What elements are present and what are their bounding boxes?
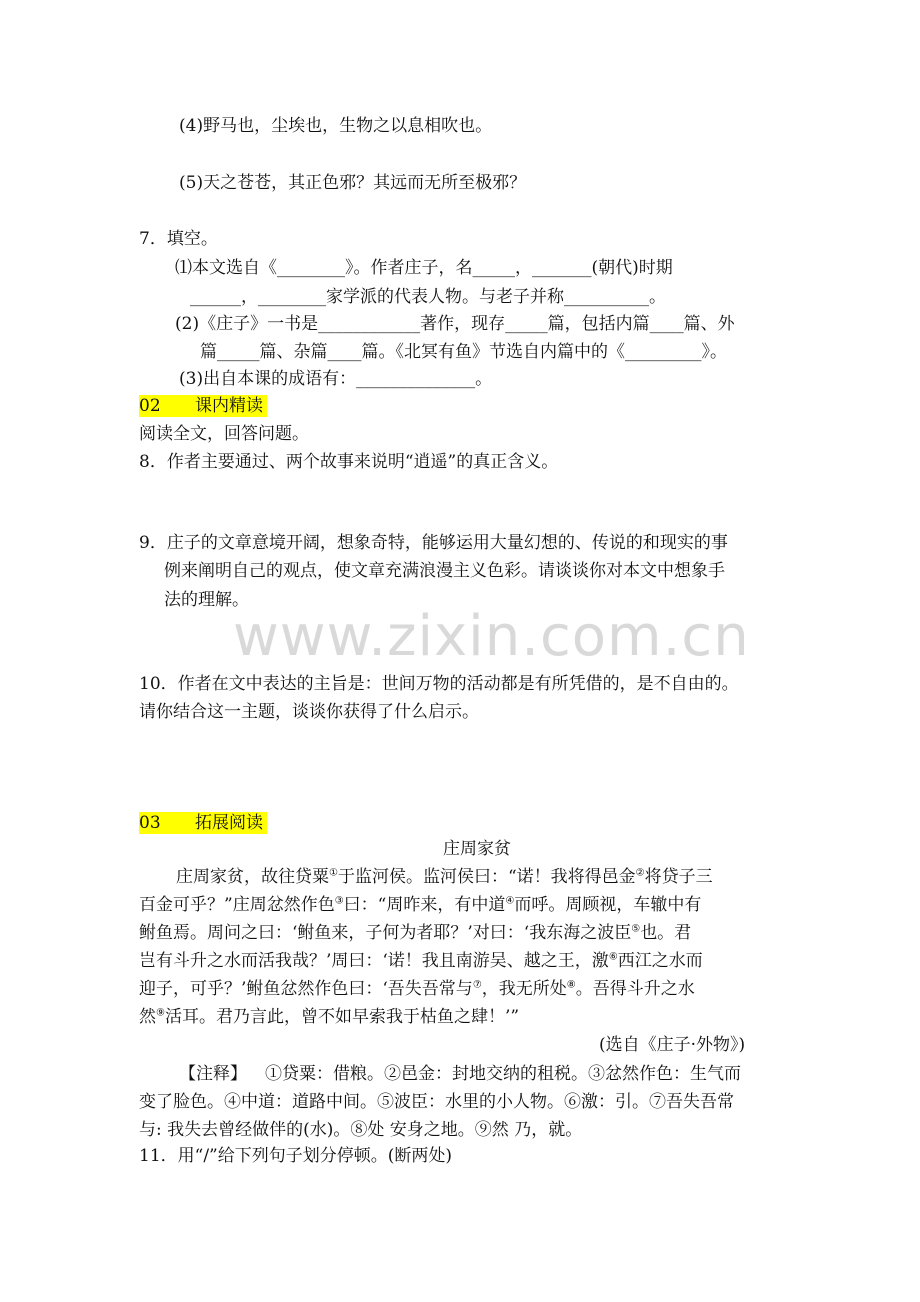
- note-mark: ①: [329, 867, 338, 879]
- note-mark: ⑨: [156, 1007, 165, 1019]
- section-heading-02: [139, 398, 267, 415]
- note-mark: ②: [635, 867, 645, 879]
- reading-instruction: 阅读全文，回答问题。: [139, 424, 309, 444]
- fill-blank-2-line2: 篇_____篇、杂篇____篇。《北冥有鱼》节选自内篇中的《_________》。: [200, 342, 727, 362]
- notes-line2: 变了脸色。④中道：道路中间。⑤波臣：水里的小人物。⑥激：引。⑦吾失吾常: [139, 1092, 734, 1112]
- sentence-4: (4)野马也，尘埃也，生物之以息相吹也。: [179, 116, 493, 136]
- question-10-line2: 请你结合这一主题，谈谈你获得了什么启示。: [139, 702, 479, 722]
- section-number: 02: [139, 396, 161, 416]
- passage-title: 庄周家贫: [443, 839, 511, 859]
- passage-source: (选自《庄子·外物》): [599, 1035, 746, 1055]
- note-mark: ④: [505, 895, 515, 907]
- question-9-line2: 例来阐明自己的观点，使文章充满浪漫主义色彩。请谈谈你对本文中想象手: [164, 561, 725, 581]
- notes-line3: 与: 我失去曾经做伴的(水)。⑧处 安身之地。⑨然 乃，就。: [139, 1120, 583, 1140]
- watermark: www.zixin.com.cn: [233, 604, 750, 669]
- sentence-5: (5)天之苍苍，其正色邪？其远而无所至极邪？: [179, 173, 527, 193]
- note-mark: ⑧: [566, 979, 576, 991]
- passage-line3: 鲋鱼焉。周问之曰：‘鲋鱼来，子何为者耶？’对曰：‘我东海之波臣⑤也。君: [139, 923, 692, 943]
- question-10-line1: 10．作者在文中表达的主旨是：世间万物的活动都是有所凭借的，是不自由的。: [139, 674, 739, 694]
- note-mark: ⑦: [472, 979, 482, 991]
- question-9-line1: 9．庄子的文章意境开阔，想象奇特，能够运用大量幻想的、传说的和现实的事: [139, 533, 728, 553]
- fill-blank-1-line2: ______，________家学派的代表人物。与老子并称__________。: [190, 287, 666, 307]
- passage-line6: 然⑨活耳。君乃言此，曾不如早索我于枯鱼之肆！’”: [139, 1007, 520, 1027]
- question-11: 11．用“/”给下列句子划分停顿。(断两处): [139, 1146, 453, 1166]
- fill-blank-2-line1: (2)《庄子》一书是____________著作，现存_____篇，包括内篇____篇、外: [175, 314, 735, 334]
- section-heading-03: [139, 815, 267, 832]
- question-7-title: 7．填空。: [139, 229, 218, 249]
- question-9-line3: 法的理解。: [164, 590, 249, 610]
- passage-line5: 迎子，可乎？’鲋鱼忿然作色曰：‘吾失吾常与⑦，我无所处⑧。吾得斗升之水: [139, 979, 695, 999]
- note-mark: ⑥: [608, 951, 618, 963]
- fill-blank-1-line1: ⑴本文选自《________》。作者庄子，名_____，_______(朝代)时期: [175, 258, 673, 278]
- section-title: 课内精读: [195, 396, 263, 416]
- passage-line1: 庄周家贫，故往贷粟①于监河侯。监河侯曰：“诺！我将得邑金②将贷子三: [176, 867, 713, 887]
- fill-blank-3: (3)出自本课的成语有：______________。: [179, 369, 493, 389]
- question-8: 8．作者主要通过、两个故事来说明“逍遥”的真正含义。: [139, 452, 559, 472]
- passage-line2: 百金可乎？”庄周忿然作色③曰：“周昨来，有中道④而呼。周顾视，车辙中有: [139, 895, 702, 915]
- note-mark: ③: [334, 895, 344, 907]
- section-number: 03: [139, 813, 161, 833]
- notes-label: 【注释】: [179, 1064, 247, 1084]
- section-title: 拓展阅读: [195, 813, 263, 833]
- passage-line4: 岂有斗升之水而活我哉？’周曰：‘诺！我且南游吴、越之王，激⑥西江之水而: [139, 951, 703, 971]
- notes-line1: 【注释】 ①贷粟：借粮。②邑金：封地交纳的租税。③忿然作色：生气而: [179, 1064, 741, 1084]
- note-mark: ⑤: [631, 923, 641, 935]
